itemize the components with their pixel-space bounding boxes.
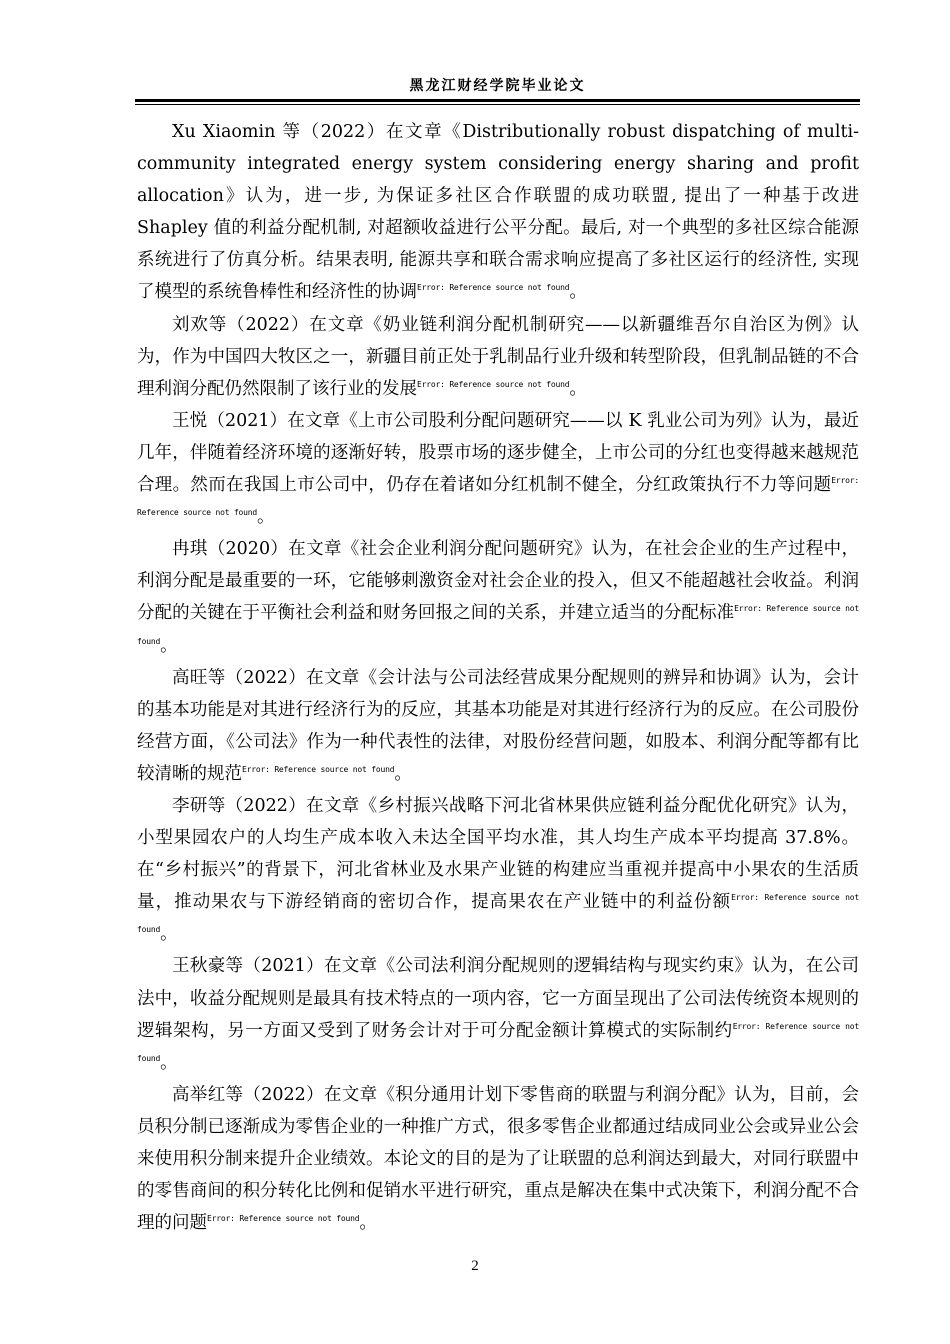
reference-error: Error: Reference source not found xyxy=(417,379,570,389)
reference-error: Error: Reference source not found xyxy=(137,476,859,518)
paragraph xyxy=(137,790,859,950)
paragraph xyxy=(137,309,859,405)
reference-error: Error: Reference source not found xyxy=(207,1214,360,1224)
reference-error: Error: Reference source not found xyxy=(242,764,395,774)
paragraph-end: 。 xyxy=(257,507,275,528)
paragraph-text: Xu Xiaomin 等（2022）在文章《Distributionally robust dispatching of multi-community integrated energy system considering energy sharing and profit allocation》认为，进一步, 为保证多社区合作联盟的成功联盟, 提出了一种基于改进 Shapley 值的利益分配机制, 对超额收益进行公平分配。最后, 对一个典型的多社区综合能源系统进行了仿真分析。结果表明, 能源共享和联合需求响应提高了多社区运行的经济性, 实现了模型的系统鲁棒性和经济性的协调 xyxy=(137,122,859,303)
paragraph-text: 高举红等（2022）在文章《积分通用计划下零售商的联盟与利润分配》认为，目前，会员积分制已逐渐成为零售企业的一种推广方式，很多零售企业都通过结成同业公会或异业公会来使用积分制来提升企业绩效。本论文的目的是为了让联盟的总利润达到最大，对同行联盟中的零售商间的积分转化比例和促销水平进行研究，重点是解决在集中式决策下，利润分配不合理的问题 xyxy=(137,1084,859,1234)
paragraph-end: 。 xyxy=(569,282,587,303)
paragraph-text: 王悦（2021）在文章《上市公司股利分配问题研究——以 K 乳业公司为列》认为，最近几年，伴随着经济环境的逐渐好转，股票市场的逐步健全，上市公司的分红也变得越来越规范合理。然而在我国上市公司中，仍存在着诸如分红机制不健全，分红政策执行不力等问题 xyxy=(137,410,859,496)
header-rule-thin xyxy=(135,104,860,105)
paragraph-end: 。 xyxy=(359,1213,377,1234)
reference-error: Error: Reference source not found xyxy=(417,283,570,293)
paragraph-text: 高旺等（2022）在文章《会计法与公司法经营成果分配规则的辨异和协调》认为，会计的基本功能是对其进行经济行为的反应，其基本功能是对其进行经济行为的反应。在公司股份经营方面，《公司法》作为一种代表性的法律，对股份经营问题，如股本、利润分配等都有比较清晰的规范 xyxy=(137,667,859,784)
page-number: 2 xyxy=(471,1258,479,1274)
reference-error: Error: Reference source not found xyxy=(137,1021,859,1063)
body-text xyxy=(137,116,859,1239)
paragraph-end: 。 xyxy=(160,924,178,945)
paragraph-text: 冉琪（2020）在文章《社会企业利润分配问题研究》认为，在社会企业的生产过程中，利润分配是最重要的一环，它能够刺激资金对社会企业的投入，但又不能超越社会收益。利润分配的关键在于平衡社会利益和财务回报之间的关系，并建立适当的分配标准 xyxy=(137,539,859,624)
paragraph-end: 。 xyxy=(160,1052,178,1073)
paragraph-text: 李研等（2022）在文章《乡村振兴战略下河北省林果供应链利益分配优化研究》认为，小型果园农户的人均生产成本收入未达全国平均水准，其人均生产成本平均提高 37.8%。在“乡村振兴”的背景下，河北省林业及水果产业链的构建应当重视并提高中小果农的生活质量，推动果农与下游经销商的密切合作，提高果农在产业链中的利益份额 xyxy=(137,795,859,913)
paragraph xyxy=(137,1079,859,1239)
paragraph xyxy=(137,950,859,1078)
paragraph xyxy=(137,662,859,790)
header-rule-thick xyxy=(135,99,860,102)
reference-error: Error: Reference source not found xyxy=(137,604,859,646)
paragraph xyxy=(137,116,859,309)
paragraph-end: 。 xyxy=(160,635,178,656)
paragraph-text: 刘欢等（2022）在文章《奶业链利润分配机制研究——以新疆维吾尔自治区为例》认为，作为中国四大牧区之一，新疆目前正处于乳制品行业升级和转型阶段，但乳制品链的不合理利润分配仍然限制了该行业的发展 xyxy=(137,314,859,399)
reference-error: Error: Reference source not found xyxy=(137,893,859,935)
running-header: 黑龙江财经学院毕业论文 xyxy=(409,78,586,94)
paragraph-end: 。 xyxy=(394,763,412,784)
paragraph-end: 。 xyxy=(569,378,587,399)
paragraph-text: 王秋豪等（2021）在文章《公司法利润分配规则的逻辑结构与现实约束》认为，在公司法中，收益分配规则是最具有技术特点的一项内容，它一方面呈现出了公司法传统资本规则的逻辑架构，另一方面又受到了财务会计对于可分配金额计算模式的实际制约 xyxy=(137,956,859,1041)
paragraph xyxy=(137,533,859,661)
paragraph xyxy=(137,405,859,533)
